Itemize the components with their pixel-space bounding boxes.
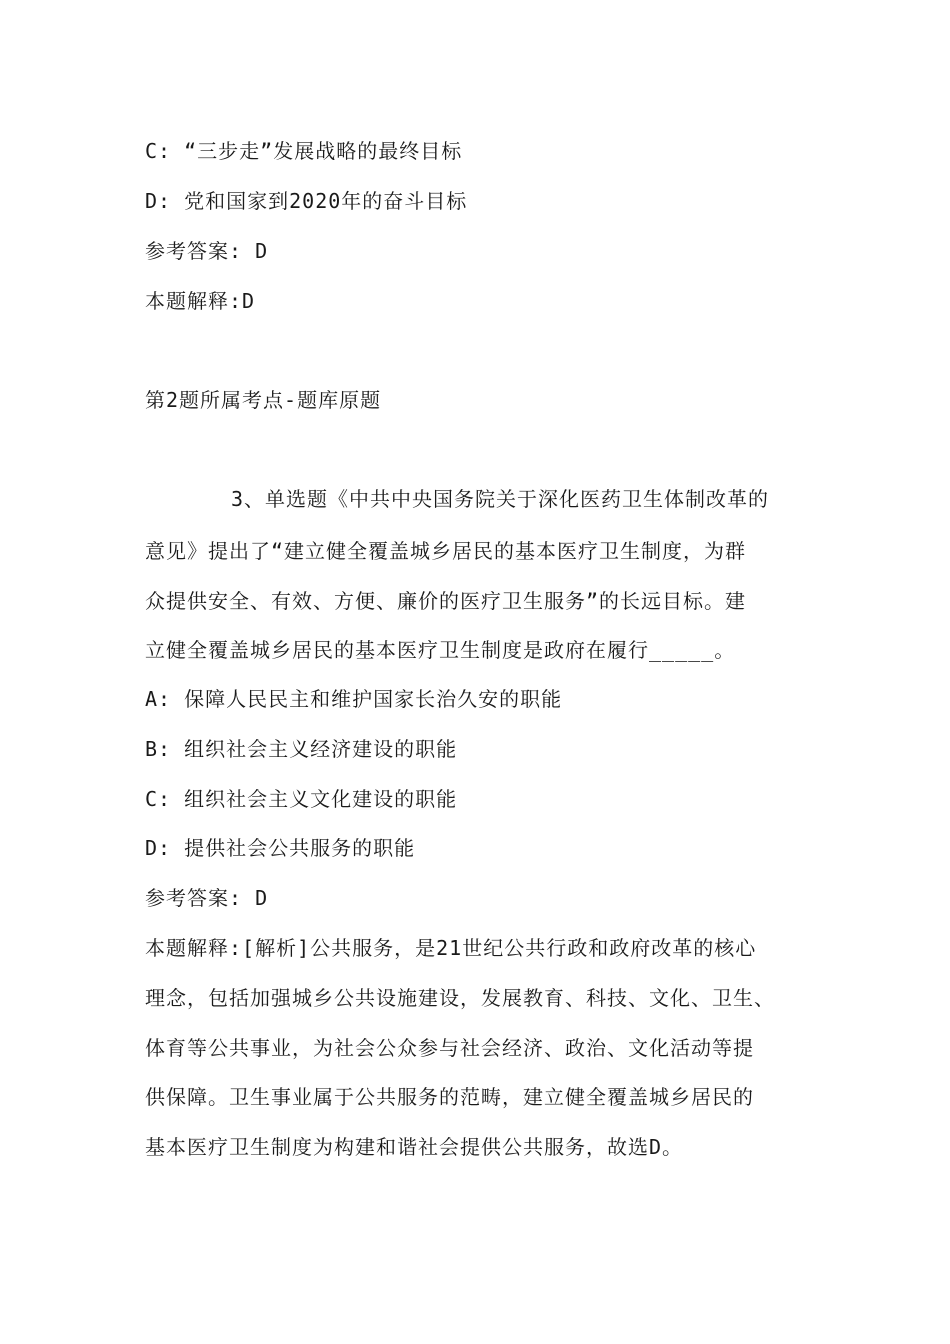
explanation-line: 供保障。卫生事业属于公共服务的范畴，建立健全覆盖城乡居民的	[145, 1085, 754, 1109]
option-b: B: 组织社会主义经济建设的职能	[145, 737, 458, 761]
explanation-line: 理念，包括加强城乡公共设施建设，发展教育、科技、文化、卫生、	[145, 986, 775, 1010]
prev-explanation: 本题解释:D	[145, 289, 256, 313]
question-stem-line: 众提供安全、有效、方便、廉价的医疗卫生服务”的长远目标。建	[145, 589, 747, 613]
answer: 参考答案: D	[145, 886, 269, 910]
question-stem-line: 3、单选题《中共中央国务院关于深化医药卫生体制改革的	[231, 487, 770, 511]
option-c: C: 组织社会主义文化建设的职能	[145, 787, 458, 811]
explanation-line: 基本医疗卫生制度为构建和谐社会提供公共服务，故选D。	[145, 1135, 684, 1159]
prev-option-d: D: 党和国家到2020年的奋斗目标	[145, 189, 468, 213]
explanation-line: 本题解释:[解析]公共服务，是21世纪公共行政和政府改革的核心	[145, 936, 757, 960]
option-d: D: 提供社会公共服务的职能	[145, 836, 416, 860]
explanation-line: 体育等公共事业，为社会公众参与社会经济、政治、文化活动等提	[145, 1036, 754, 1060]
question-stem-line: 意见》提出了“建立健全覆盖城乡居民的基本医疗卫生制度，为群	[145, 539, 747, 563]
prev-answer: 参考答案: D	[145, 239, 269, 263]
prev-option-c: C: “三步走”发展战略的最终目标	[145, 139, 463, 163]
knowledge-point: 第2题所属考点-题库原题	[145, 388, 382, 412]
question-stem-line: 立健全覆盖城乡居民的基本医疗卫生制度是政府在履行_____。	[145, 638, 736, 662]
option-a: A: 保障人民民主和维护国家长治久安的职能	[145, 687, 563, 711]
